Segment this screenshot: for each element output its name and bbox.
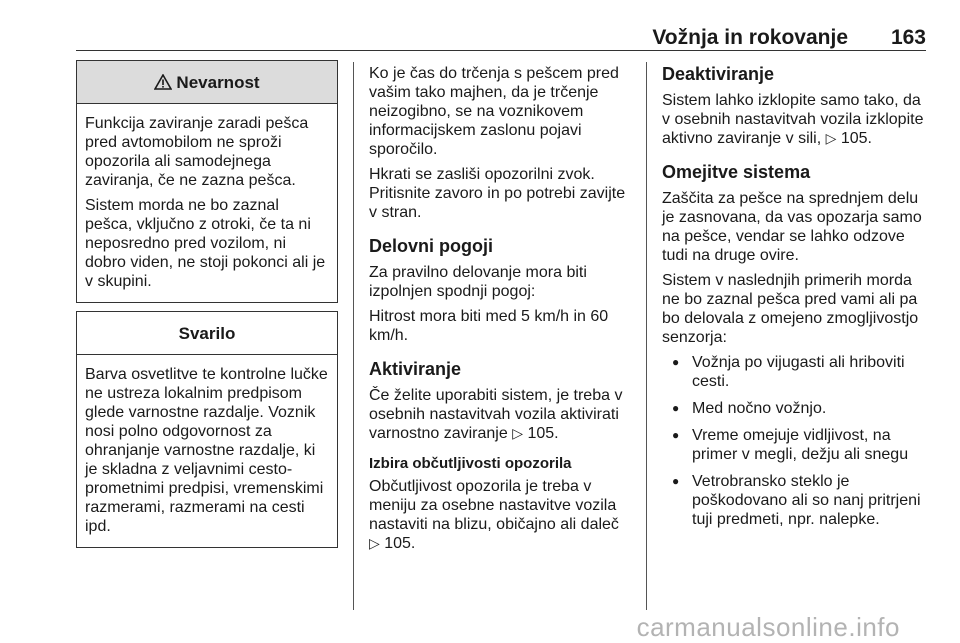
paragraph-limitations-intro: Sistem v naslednjih primerih morda ne bo zaznal pešca pred vami ali pa bo delovala z omejeno zmogljivostjo senzorja: bbox=[662, 272, 919, 346]
limitations-list bbox=[662, 353, 928, 529]
paragraph-collision-message: Ko je čas do trčenja s pešcem pred vašim tako majhen, da je trčenje neizogibno, se na voznikovem informacijskem zaslonu pojavi sporočilo. bbox=[369, 65, 619, 158]
paragraph-deactivation bbox=[662, 91, 928, 148]
page-reference-icon: ▷ bbox=[825, 130, 837, 146]
deactivation-page-link[interactable]: 105. bbox=[840, 130, 872, 147]
list-item: ● Vožnja po vijugasti ali hriboviti cesti. bbox=[662, 353, 928, 391]
caution-paragraph: Barva osvetlitve te kontrolne lučke ne ustreza lokalnim predpisom glede varnostne razdalje. Voznik nosi polno odgovornost za ohranjanje varnostne razdalje, ki je skladna z veljavnimi cesto-prometnimi predpisi, vremenskimi razmerami, razmerami na cesti ipd. bbox=[85, 366, 328, 535]
caution-box bbox=[76, 311, 338, 548]
page-header bbox=[76, 24, 926, 51]
list-item: ● Vetrobransko steklo je poškodovano ali so nanj pritrjeni tuji predmeti, npr. nalepke. bbox=[662, 472, 928, 529]
activation-text: Če želite uporabiti sistem, je treba v osebnih nastavitvah vozila aktivirati varnostno zaviranje bbox=[369, 387, 623, 442]
deactivation-text: Sistem lahko izklopite samo tako, da v osebnih nastavitvah vozila izklopite aktivno zaviranje v sili, bbox=[662, 92, 924, 147]
page-reference-icon: ▷ bbox=[512, 425, 523, 441]
warning-triangle-icon bbox=[154, 74, 172, 90]
danger-paragraph-2: Sistem morda ne bo zaznal pešca, vključno z otroki, če ta ni neposredno pred vozilom, ni dobro viden, ne stoji pokonci ali je v skupini. bbox=[85, 197, 326, 290]
heading-activation: Aktiviranje bbox=[369, 359, 462, 379]
heading-warning-sensitivity: Izbira občutljivosti opozorila bbox=[369, 455, 572, 472]
heading-deactivation: Deaktiviranje bbox=[662, 64, 775, 84]
site-watermark: carmanualsonline.info bbox=[636, 612, 900, 642]
list-item: ● Med nočno vožnjo. bbox=[662, 399, 928, 418]
caution-box-header bbox=[77, 312, 337, 355]
caution-box-body bbox=[77, 355, 337, 547]
danger-box-body bbox=[77, 104, 337, 302]
heading-system-limits: Omejitve sistema bbox=[662, 162, 811, 182]
page-number: 163 bbox=[890, 26, 926, 49]
column-middle bbox=[369, 64, 631, 559]
paragraph-warning-sound: Hkrati se zasliši opozorilni zvok. Pritisnite zavoro in po potrebi zavijte v stran. bbox=[369, 166, 626, 221]
paragraph-pedestrian-protection: Zaščita za pešce na sprednjem delu je zasnovana, da vas opozarja samo na pešce, vendar se lahko odzove tudi na druge ovire. bbox=[662, 190, 922, 264]
list-item: ● Vreme omejuje vidljivost, na primer v megli, dežju ali snegu bbox=[662, 426, 928, 464]
sensitivity-page-link[interactable]: 105. bbox=[384, 535, 416, 552]
activation-page-link[interactable]: 105. bbox=[527, 425, 559, 442]
danger-paragraph-1: Funkcija zaviranje zaradi pešca pred avtomobilom ne sproži opozorila ali samodejnega zaviranja, če ne zazna pešca. bbox=[85, 115, 309, 189]
danger-box-header bbox=[77, 61, 337, 104]
paragraph-speed-range: Hitrost mora biti med 5 km/h in 60 km/h. bbox=[369, 308, 609, 344]
column-right bbox=[662, 64, 928, 537]
column-left bbox=[76, 60, 338, 556]
danger-heading: Nevarnost bbox=[176, 72, 260, 92]
paragraph-sensitivity bbox=[369, 477, 631, 553]
paragraph-condition-intro: Za pravilno delovanje mora biti izpolnjen spodnji pogoj: bbox=[369, 264, 587, 300]
heading-operating-conditions: Delovni pogoji bbox=[369, 236, 493, 256]
section-title: Vožnja in rokovanje bbox=[652, 26, 848, 49]
caution-heading: Svarilo bbox=[178, 323, 236, 343]
page-reference-icon: ▷ bbox=[369, 535, 380, 551]
column-divider-right bbox=[646, 62, 647, 610]
column-divider-left bbox=[353, 62, 354, 610]
danger-box bbox=[76, 60, 338, 303]
sensitivity-text: Občutljivost opozorila je treba v meniju za osebne nastavitve vozila nastaviti na blizu, običajno ali daleč bbox=[369, 478, 619, 533]
paragraph-activation bbox=[369, 386, 631, 443]
